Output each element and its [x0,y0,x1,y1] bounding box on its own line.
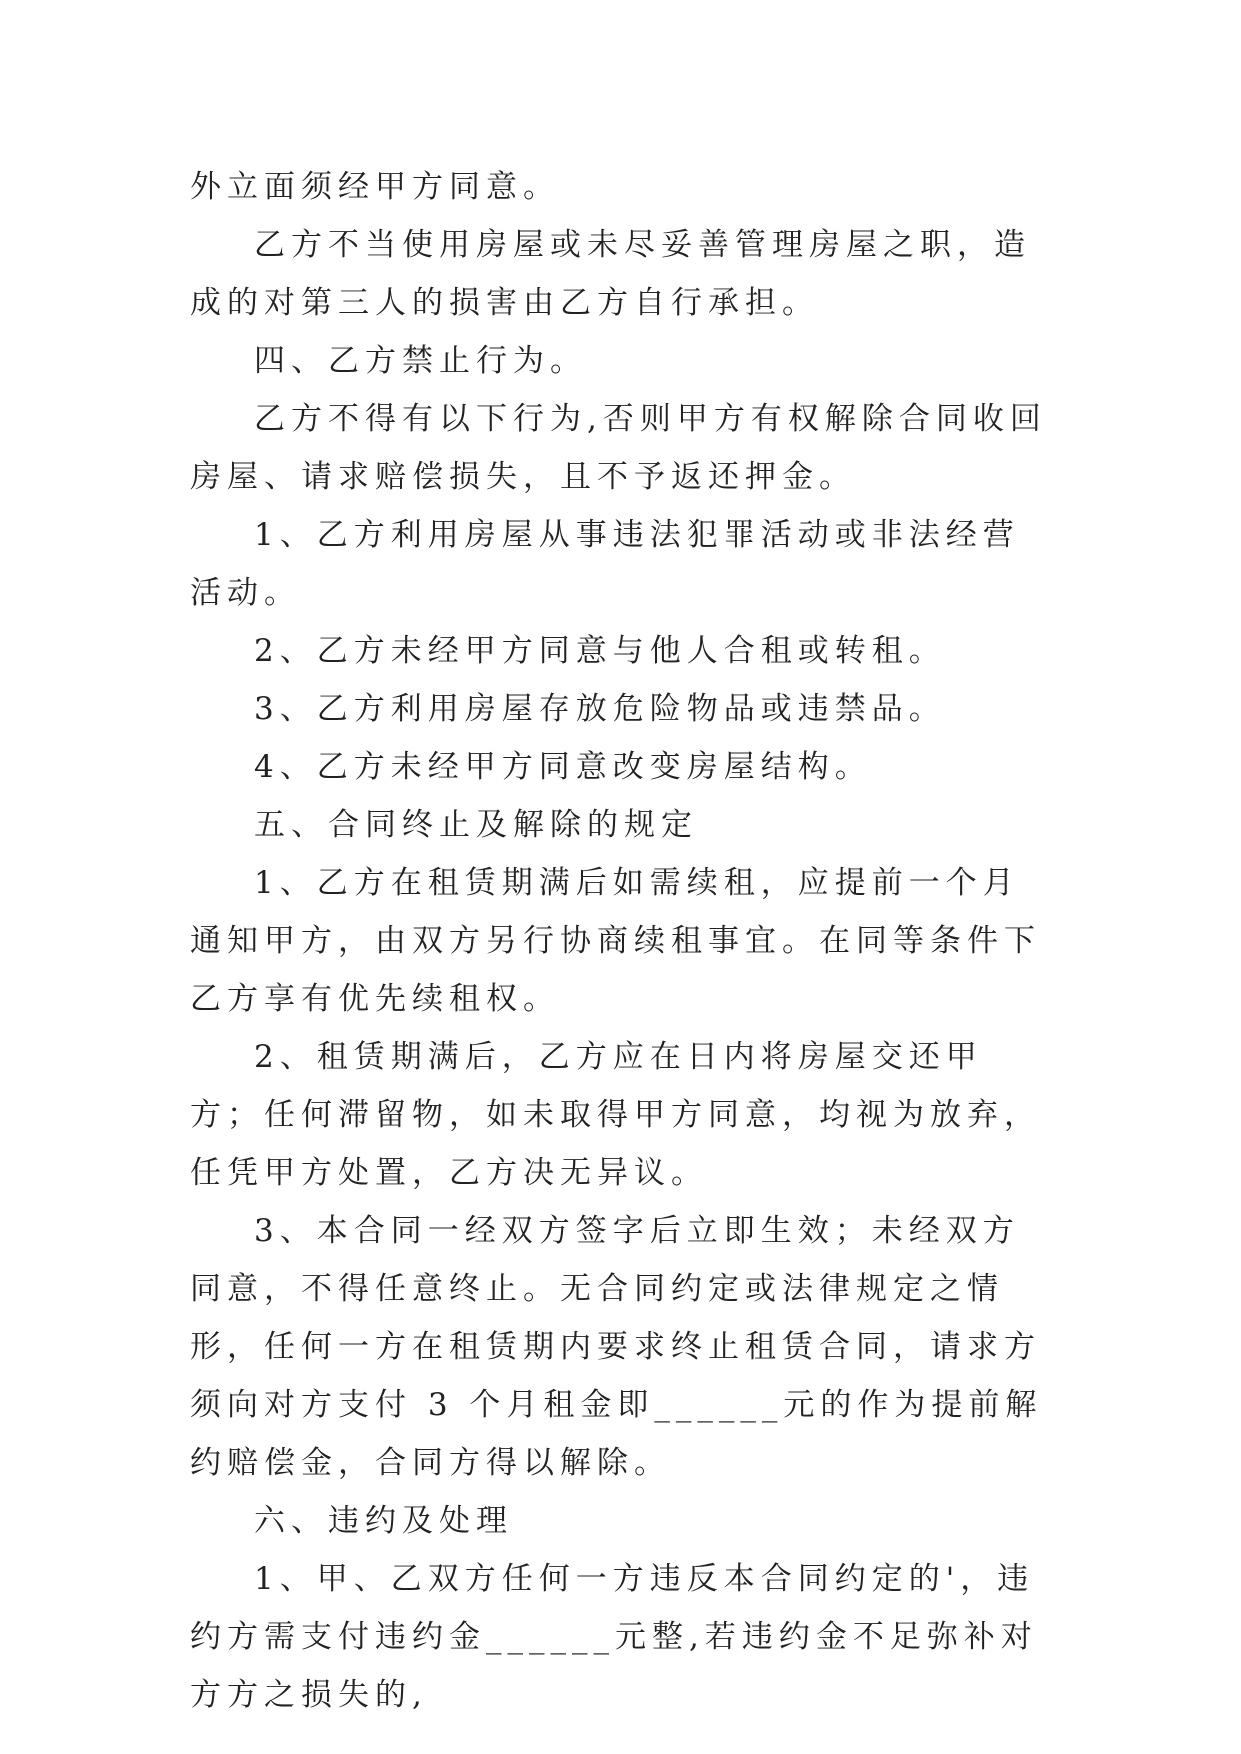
list-item: 1、甲、乙双方任何一方违反本合同约定的'，违约方需支付违约金______元整,若违约金不足弥补对方方之损失的, [190,1561,1038,1713]
list-item: 2、乙方未经甲方同意与他人合租或转租。 [254,633,946,669]
list-item: 2、租赁期满后，乙方应在日内将房屋交还甲方；任何滞留物，如未取得甲方同意，均视为放弃，任凭甲方处置，乙方决无异议。 [190,1039,1041,1191]
list-item: 4、乙方未经甲方同意改变房屋结构。 [254,749,872,785]
section-heading: 六、违约及处理 [254,1503,513,1539]
list-item: 1、乙方在租赁期满后如需续租，应提前一个月通知甲方，由双方另行协商续租事宜。在同等条件下乙方享有优先续租权。 [190,865,1041,1017]
list-item: 1、乙方利用房屋从事违法犯罪活动或非法经营活动。 [190,517,1020,611]
section-heading: 四、乙方禁止行为。 [254,343,587,379]
paragraph: 乙方不当使用房屋或未尽妥善管理房屋之职，造成的对第三人的损害由乙方自行承担。 [190,227,1031,321]
document-body [190,158,1050,1724]
list-item: 3、乙方利用房屋存放危险物品或违禁品。 [254,691,946,727]
paragraph: 外立面须经甲方同意。 [190,169,560,205]
section-heading: 五、合同终止及解除的规定 [254,807,698,843]
list-item: 3、本合同一经双方签字后立即生效；未经双方同意，不得任意终止。无合同约定或法律规定之情形，任何一方在租赁期内要求终止租赁合同，请求方须向对方支付 3 个月租金即______元的作为提前解约赔偿金，合同方得以解除。 [190,1213,1043,1481]
paragraph: 乙方不得有以下行为,否则甲方有权解除合同收回房屋、请求赔偿损失，且不予返还押金。 [190,401,1047,495]
